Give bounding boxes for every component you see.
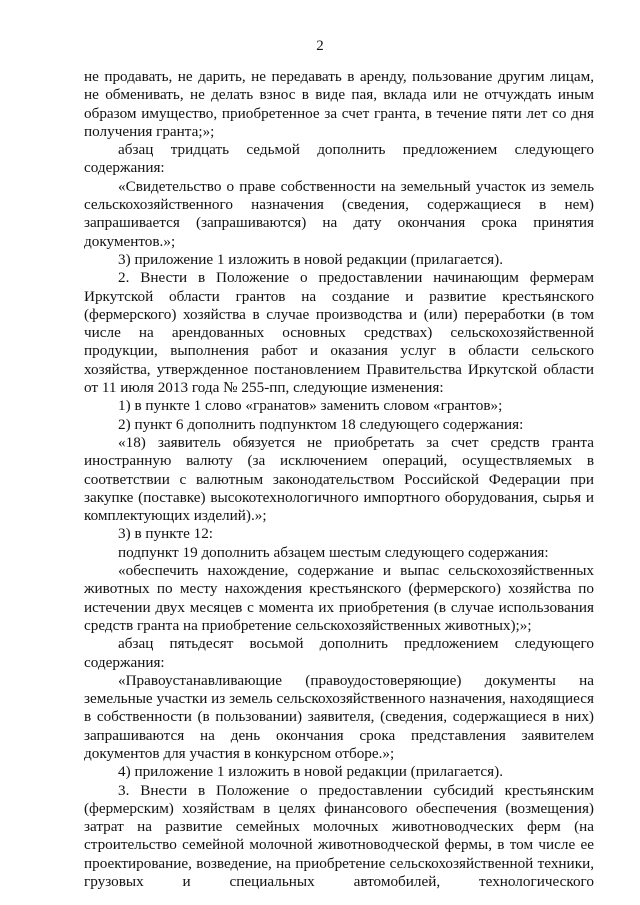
paragraph-subitem-18: «18) заявитель обязуется не приобретать за счет средств гранта иностранную валюту (за исключением операций, осуществляемых в соответствии с валютным законодательством Российской Федерации при закупке (поставке) высокотехнологичного импортного оборудования, сырья и комплектующих изделий).»; <box>84 433 594 525</box>
paragraph-item-2: 2) пункт 6 дополнить подпунктом 18 следующего содержания: <box>118 415 524 433</box>
paragraph-item-3-appendix: 3) приложение 1 изложить в новой редакции (прилагается). <box>118 250 503 268</box>
paragraph-section-3: 3. Внести в Положение о предоставлении субсидий крестьянским (фермерским) хозяйствам в целях финансового обеспечения (возмещения) затрат на развитие семейных молочных животноводческих ферм (на строительство семейной молочной животноводческой фермы, в том числе ее проектирование, возведение, на приобретение сельскохозяйственной техники, грузовых и специальных автомобилей, технологического <box>84 781 594 891</box>
paragraph-item-3: 3) в пункте 12: <box>118 525 214 543</box>
paragraph-continuation: не продавать, не дарить, не передавать в аренду, пользование другим лицам, не обменивать, не делать взнос в виде пая, вклада или не отчуждать иным образом имущество, приобретенное за счет гранта, в течение пяти лет со дня получения гранта;»; <box>84 68 594 140</box>
paragraph-subitem-19: подпункт 19 дополнить абзацем шестым следующего содержания: <box>118 543 549 561</box>
paragraph-quote-certificate: «Свидетельство о праве собственности на земельный участок из земель сельскохозяйственного назначения (сведения, содержащиеся в нем) запрашивается (запрашиваются) на дату окончания срока принятия документов.»; <box>84 177 594 250</box>
paragraph-section-2: 2. Внести в Положение о предоставлении начинающим фермерам Иркутской области грантов на создание и развитие крестьянского (фермерского) хозяйства в случае производства и (или) переработки (в том числе на арендованных основных средствах) сельскохозяйственной продукции, выполнения работ и оказания услуг в области сельского хозяйства, утвержденное постановлением Правительства Иркутской области от 11 июля 2013 года № 255-пп, следующие изменения: <box>84 269 594 397</box>
paragraph-item-1: 1) в пункте 1 слово «гранатов» заменить словом «грантов»; <box>118 397 503 415</box>
paragraph-amendment-58: абзац пятьдесят восьмой дополнить предложением следующего содержания: <box>84 635 594 671</box>
page-number: 2 <box>316 38 324 54</box>
paragraph-quote-documents: «Правоустанавливающие (правоудостоверяющие) документы на земельные участки из земель сельскохозяйственного назначения, находящиеся в собственности (в пользовании) заявителя, (сведения, содержащиеся в них) запрашиваются на день окончания срока представления заявителем документов для участия в конкурсном отборе.»; <box>84 671 594 762</box>
document-body <box>84 68 594 891</box>
paragraph-quote-animals: «обеспечить нахождение, содержание и выпас сельскохозяйственных животных по месту нахождения крестьянского (фермерского) хозяйства по истечении двух месяцев с момента их приобретения (в случае использования средств гранта на приобретение сельскохозяйственных животных);»; <box>84 562 594 634</box>
paragraph-item-4-appendix: 4) приложение 1 изложить в новой редакции (прилагается). <box>118 763 503 781</box>
paragraph-amendment-37: абзац тридцать седьмой дополнить предложением следующего содержания: <box>84 141 594 177</box>
